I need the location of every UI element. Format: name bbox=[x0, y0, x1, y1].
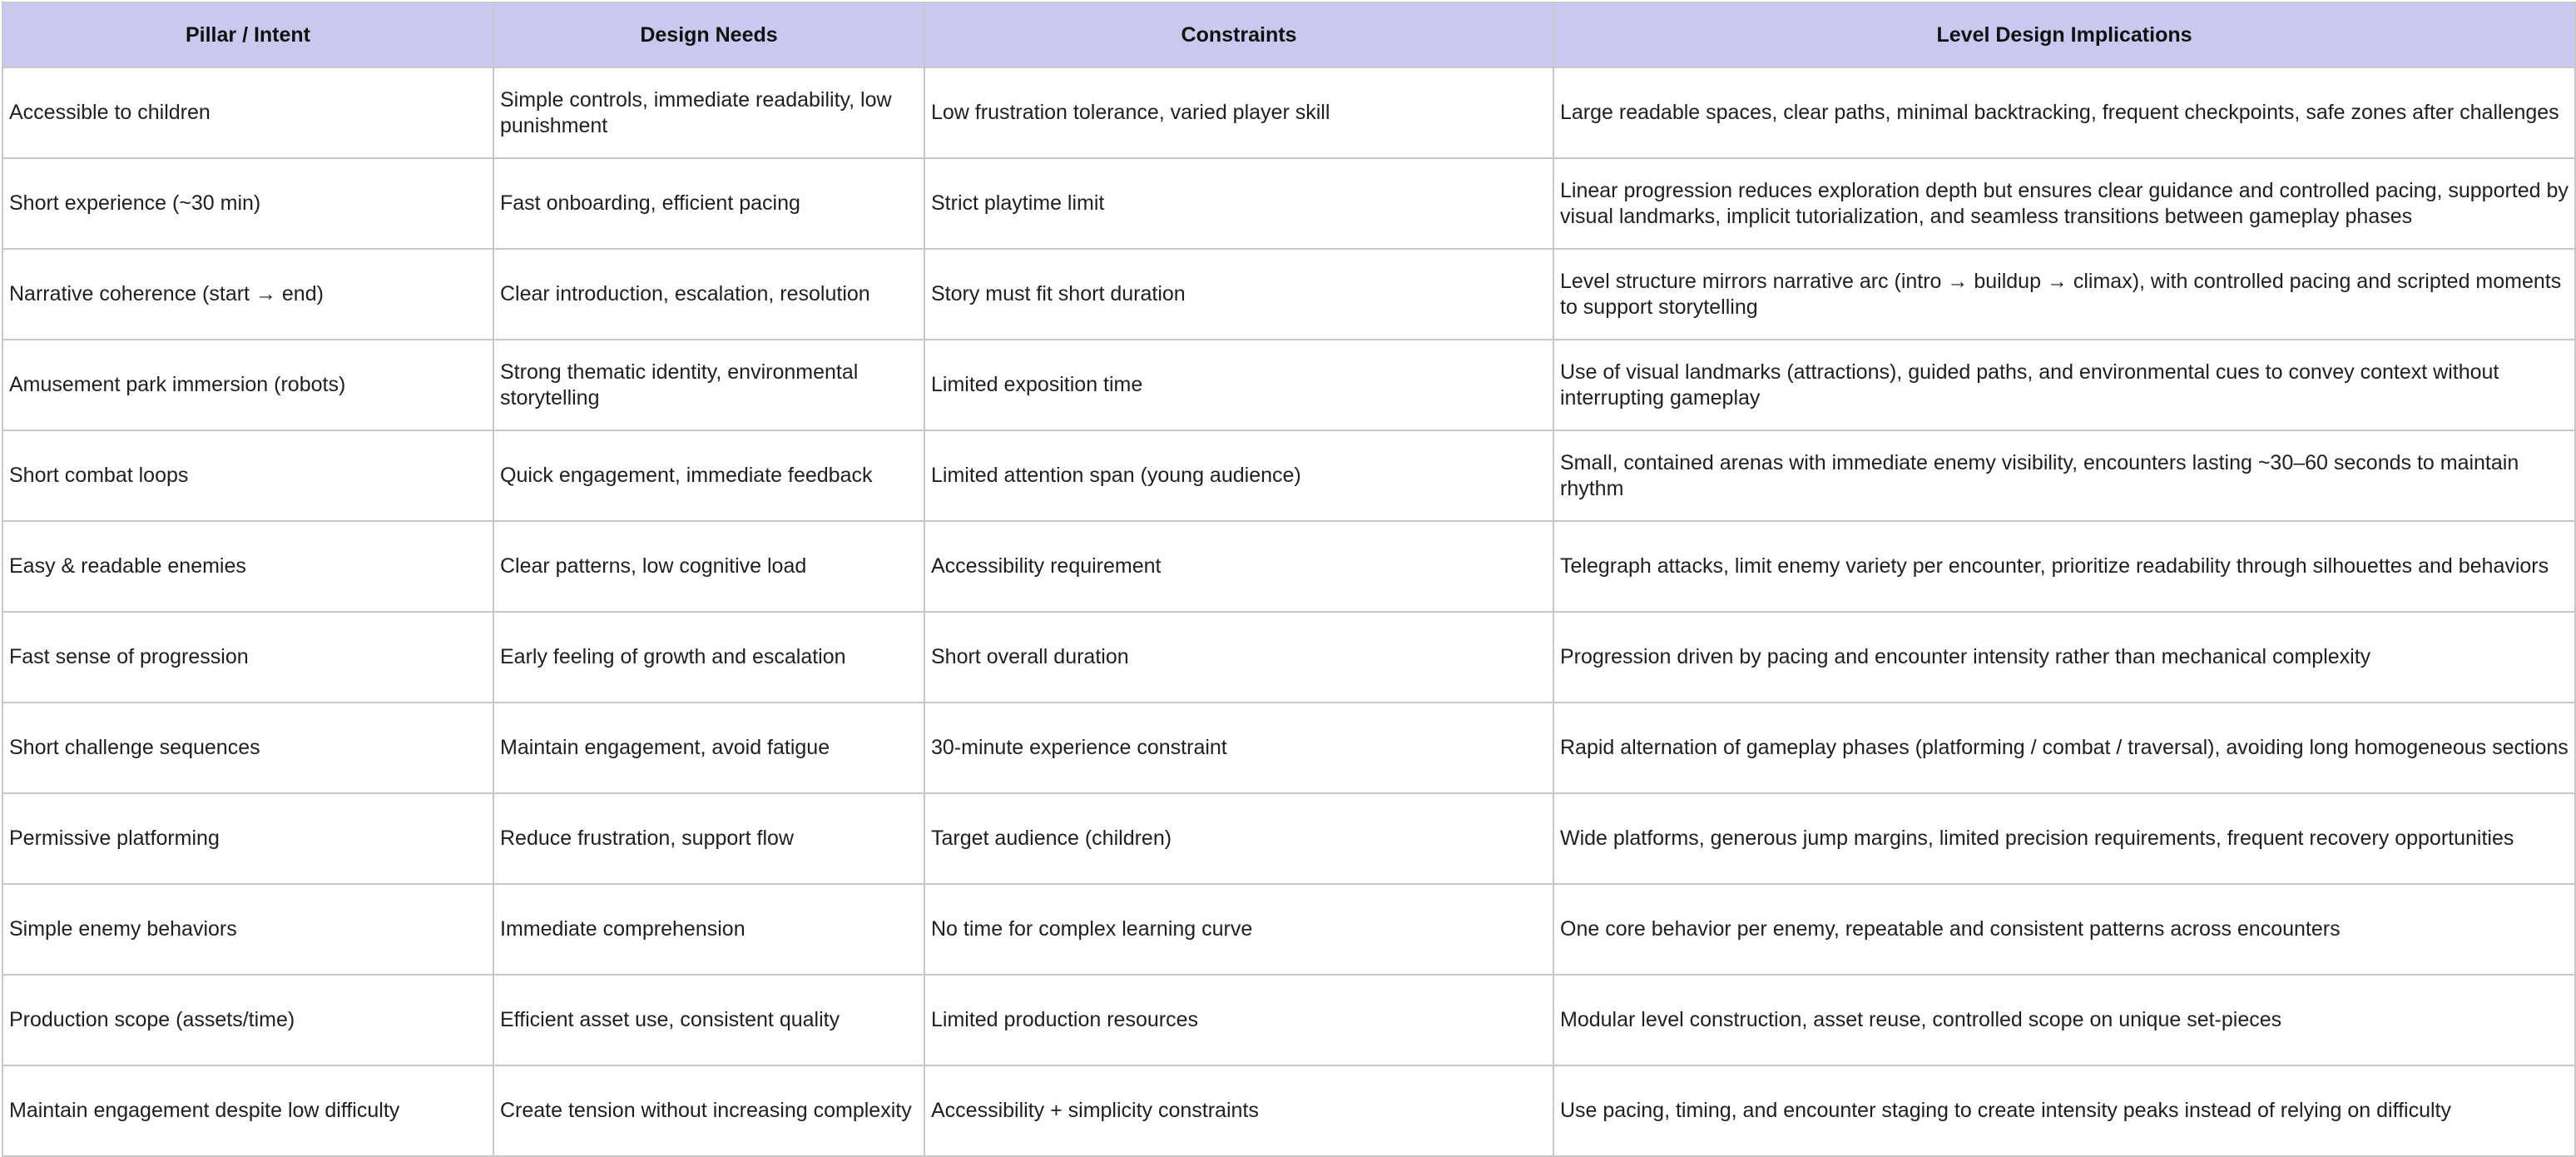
cell-constraints[interactable]: Limited exposition time bbox=[924, 340, 1553, 430]
cell-implications[interactable]: Modular level construction, asset reuse, controlled scope on unique set-pieces bbox=[1553, 975, 2575, 1065]
table-row bbox=[2, 430, 2575, 521]
cell-constraints[interactable]: Strict playtime limit bbox=[924, 158, 1553, 249]
cell-constraints[interactable]: Story must fit short duration bbox=[924, 249, 1553, 340]
cell-design-needs[interactable]: Fast onboarding, efficient pacing bbox=[493, 158, 924, 249]
cell-constraints[interactable]: Limited attention span (young audience) bbox=[924, 430, 1553, 521]
cell-implications[interactable]: One core behavior per enemy, repeatable and consistent patterns across encounters bbox=[1553, 884, 2575, 975]
cell-design-needs[interactable]: Create tension without increasing complexity bbox=[493, 1065, 924, 1156]
cell-implications[interactable]: Progression driven by pacing and encounter intensity rather than mechanical complexity bbox=[1553, 612, 2575, 703]
table-row bbox=[2, 884, 2575, 975]
cell-implications[interactable]: Linear progression reduces exploration depth but ensures clear guidance and controlled pacing, supported by visual landmarks, implicit tutorialization, and seamless transitions between gameplay phases bbox=[1553, 158, 2575, 249]
cell-design-needs[interactable]: Efficient asset use, consistent quality bbox=[493, 975, 924, 1065]
table-row bbox=[2, 612, 2575, 703]
cell-pillar[interactable]: Accessible to children bbox=[2, 67, 493, 158]
cell-pillar[interactable]: Easy & readable enemies bbox=[2, 521, 493, 612]
cell-pillar[interactable]: Amusement park immersion (robots) bbox=[2, 340, 493, 430]
design-pillars-table bbox=[2, 2, 2576, 1157]
table-row bbox=[2, 521, 2575, 612]
cell-design-needs[interactable]: Quick engagement, immediate feedback bbox=[493, 430, 924, 521]
cell-implications[interactable]: Rapid alternation of gameplay phases (platforming / combat / traversal), avoiding long homogeneous sections bbox=[1553, 703, 2575, 793]
cell-pillar[interactable]: Narrative coherence (start → end) bbox=[2, 249, 493, 340]
table-row bbox=[2, 793, 2575, 884]
header-pillar-intent: Pillar / Intent bbox=[2, 2, 493, 67]
cell-design-needs[interactable]: Immediate comprehension bbox=[493, 884, 924, 975]
cell-constraints[interactable]: Short overall duration bbox=[924, 612, 1553, 703]
cell-implications[interactable]: Wide platforms, generous jump margins, limited precision requirements, frequent recovery opportunities bbox=[1553, 793, 2575, 884]
cell-pillar[interactable]: Fast sense of progression bbox=[2, 612, 493, 703]
cell-pillar[interactable]: Short experience (~30 min) bbox=[2, 158, 493, 249]
table-row bbox=[2, 703, 2575, 793]
cell-pillar[interactable]: Production scope (assets/time) bbox=[2, 975, 493, 1065]
cell-constraints[interactable]: Limited production resources bbox=[924, 975, 1553, 1065]
cell-constraints[interactable]: Accessibility requirement bbox=[924, 521, 1553, 612]
table-row bbox=[2, 1065, 2575, 1156]
cell-pillar[interactable]: Simple enemy behaviors bbox=[2, 884, 493, 975]
cell-design-needs[interactable]: Early feeling of growth and escalation bbox=[493, 612, 924, 703]
cell-design-needs[interactable]: Strong thematic identity, environmental storytelling bbox=[493, 340, 924, 430]
cell-design-needs[interactable]: Maintain engagement, avoid fatigue bbox=[493, 703, 924, 793]
cell-implications[interactable]: Use pacing, timing, and encounter staging to create intensity peaks instead of relying on difficulty bbox=[1553, 1065, 2575, 1156]
cell-constraints[interactable]: Accessibility + simplicity constraints bbox=[924, 1065, 1553, 1156]
cell-constraints[interactable]: Target audience (children) bbox=[924, 793, 1553, 884]
cell-constraints[interactable]: Low frustration tolerance, varied player skill bbox=[924, 67, 1553, 158]
header-constraints: Constraints bbox=[924, 2, 1553, 67]
cell-pillar[interactable]: Maintain engagement despite low difficulty bbox=[2, 1065, 493, 1156]
table-row bbox=[2, 975, 2575, 1065]
cell-implications[interactable]: Large readable spaces, clear paths, minimal backtracking, frequent checkpoints, safe zones after challenges bbox=[1553, 67, 2575, 158]
header-level-design-implications: Level Design Implications bbox=[1553, 2, 2575, 67]
table-row bbox=[2, 249, 2575, 340]
cell-constraints[interactable]: 30-minute experience constraint bbox=[924, 703, 1553, 793]
cell-implications[interactable]: Small, contained arenas with immediate enemy visibility, encounters lasting ~30–60 seconds to maintain rhythm bbox=[1553, 430, 2575, 521]
cell-implications[interactable]: Level structure mirrors narrative arc (intro → buildup → climax), with controlled pacing and scripted moments to support storytelling bbox=[1553, 249, 2575, 340]
table-row bbox=[2, 158, 2575, 249]
cell-pillar[interactable]: Short challenge sequences bbox=[2, 703, 493, 793]
cell-pillar[interactable]: Permissive platforming bbox=[2, 793, 493, 884]
cell-design-needs[interactable]: Clear introduction, escalation, resolution bbox=[493, 249, 924, 340]
cell-pillar[interactable]: Short combat loops bbox=[2, 430, 493, 521]
cell-design-needs[interactable]: Clear patterns, low cognitive load bbox=[493, 521, 924, 612]
cell-implications[interactable]: Use of visual landmarks (attractions), guided paths, and environmental cues to convey context without interrupting gameplay bbox=[1553, 340, 2575, 430]
cell-constraints[interactable]: No time for complex learning curve bbox=[924, 884, 1553, 975]
cell-design-needs[interactable]: Reduce frustration, support flow bbox=[493, 793, 924, 884]
table-row bbox=[2, 67, 2575, 158]
table-row bbox=[2, 340, 2575, 430]
cell-implications[interactable]: Telegraph attacks, limit enemy variety per encounter, prioritize readability through silhouettes and behaviors bbox=[1553, 521, 2575, 612]
header-row bbox=[2, 2, 2575, 67]
header-design-needs: Design Needs bbox=[493, 2, 924, 67]
cell-design-needs[interactable]: Simple controls, immediate readability, low punishment bbox=[493, 67, 924, 158]
